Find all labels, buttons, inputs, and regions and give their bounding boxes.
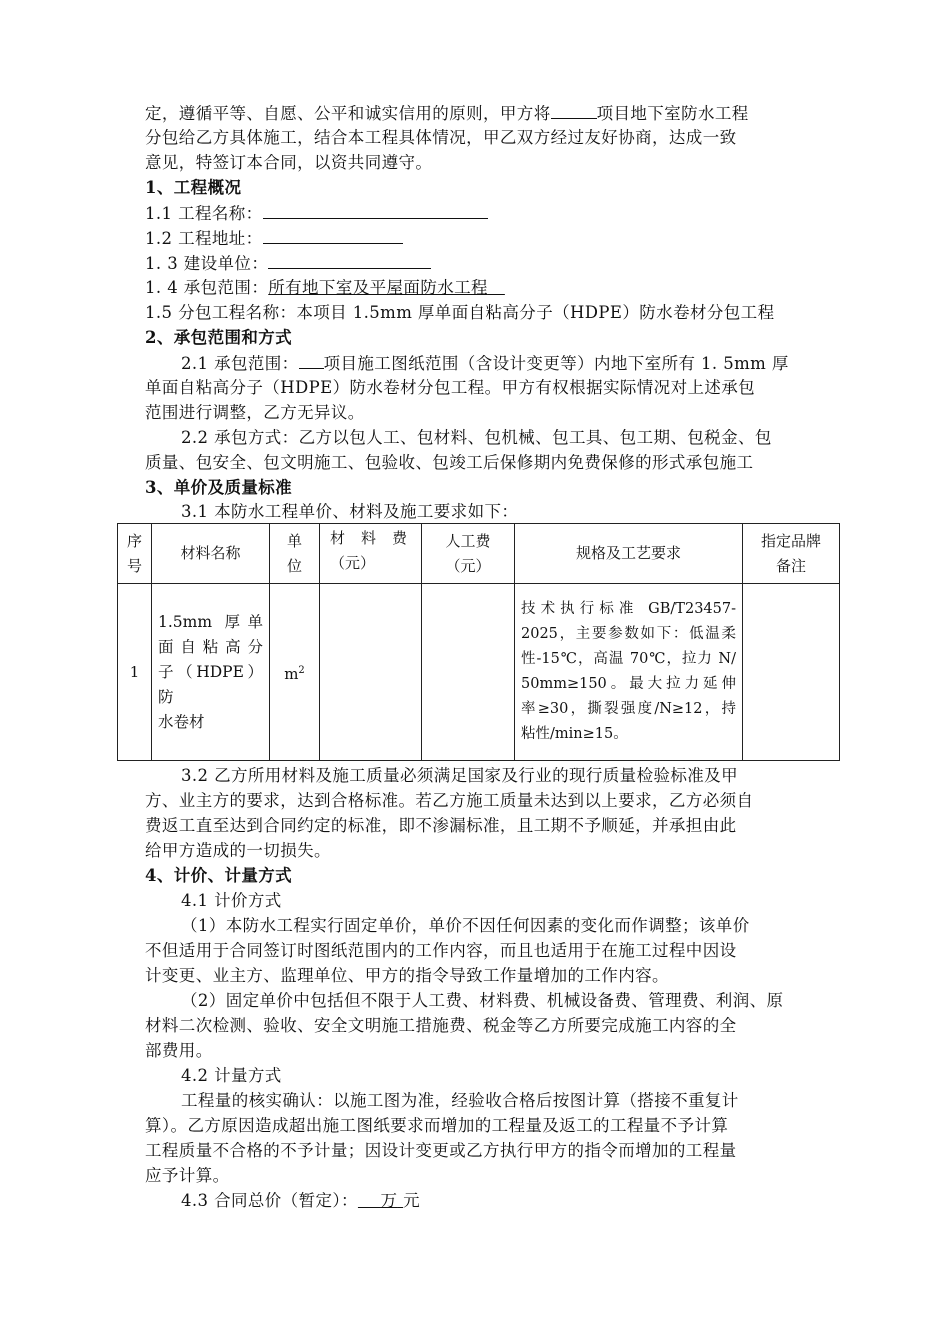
row-unit: $m^2$ <box>270 584 320 761</box>
scope-row <box>145 275 815 300</box>
scope-label: 1. 4 承包范围： <box>145 278 269 297</box>
measurement-para-line-2: 算）。乙方原因造成超出施工图纸要求而增加的工程量及返工的工程量不予计算 <box>145 1116 729 1135</box>
project-address-label: 1.2 工程地址： <box>145 229 263 248</box>
measurement-para-line-1: 工程量的核实确认：以施工图为准，经验收合格后按图计算（搭接不重复计 <box>181 1091 739 1110</box>
subcontract-project-line: 1.5 分包工程名称：本项目 1.5mm 厚单面自粘高分子（HDPE）防水卷材分包工程 <box>145 303 775 322</box>
header-no: 序 号 <box>118 524 152 584</box>
project-name-row <box>145 200 815 226</box>
scope-para-line-3: 范围进行调整，乙方无异议。 <box>145 403 365 422</box>
pricing-para-2-line-3: 部费用。 <box>145 1041 213 1060</box>
price-table-intro: 3.1 本防水工程单价、材料及施工要求如下： <box>181 502 519 521</box>
table-row <box>118 584 840 761</box>
contract-total-label: 4.3 合同总价（暂定）： <box>181 1191 358 1210</box>
scope-para-text: 项目施工图纸范围（含设计变更等）内地下室所有 1. 5mm 厚 <box>323 354 789 373</box>
pricing-para-2-line-1: （2）固定单价中包括但不限于人工费、材料费、机械设备费、管理费、利润、原 <box>181 991 784 1010</box>
quality-para-line-4: 给甲方造成的一切损失。 <box>145 841 331 860</box>
scope-para-label: 2.1 承包范围： <box>181 354 299 373</box>
section-1-heading: 1、工程概况 <box>145 178 242 197</box>
intro-line-2: 分包给乙方具体施工，结合本工程具体情况，甲乙双方经过友好协商，达成一致 <box>145 128 737 147</box>
owner-label: 1. 3 建设单位： <box>145 254 269 273</box>
intro-text: 定，遵循平等、自愿、公平和诚实信用的原则，甲方将 <box>145 104 551 123</box>
owner-row <box>145 250 815 276</box>
pricing-para-1-line-1: （1）本防水工程实行固定单价，单价不因任何因素的变化而作调整；该单价 <box>181 916 750 935</box>
table-header-row <box>118 524 840 584</box>
row-spec: 技术执行标准 GB/T23457- 2025，主要参数如下：低温柔 性-15℃，高温 70℃，拉力 N/ 50mm≥150。最大拉力延伸 率≥30，撕裂强度/N≥12，持 粘性/min≥15。 <box>515 584 743 761</box>
quality-para-line-2: 方、业主方的要求，达到合格标准。若乙方施工质量未达到以上要求，乙方必须自 <box>145 791 754 810</box>
header-material-fee: 材 料 费 （元） <box>320 524 422 584</box>
quality-para-line-3: 费返工直至达到合同约定的标准，即不渗漏标准，且工期不予顺延，并承担由此 <box>145 816 737 835</box>
header-material: 材料名称 <box>152 524 270 584</box>
row-brand <box>743 584 840 761</box>
scope-para-line-2: 单面自粘高分子（HDPE）防水卷材分包工程。甲方有权根据实际情况对上述承包 <box>145 378 756 397</box>
section-4-heading: 4、计价、计量方式 <box>145 866 293 885</box>
measurement-para-line-3: 工程质量不合格的不予计量；因设计变更或乙方执行甲方的指令而增加的工程量 <box>145 1141 737 1160</box>
project-name-label: 1.1 工程名称： <box>145 204 263 223</box>
intro-line-3: 意见，特签订本合同，以资共同遵守。 <box>145 153 433 172</box>
section-2-heading: 2、承包范围和方式 <box>145 328 293 347</box>
header-labor-fee: 人工费 （元） <box>422 524 515 584</box>
pricing-para-1-line-3: 计变更、业主方、监理单位、甲方的指令导致工作量增加的工作内容。 <box>145 966 669 985</box>
measurement-heading: 4.2 计量方式 <box>181 1066 282 1085</box>
owner-field <box>268 250 431 269</box>
row-material: 1.5mm 厚单 面自粘高分 子（HDPE）防 水卷材 <box>152 584 270 761</box>
method-para-line-2: 质量、包安全、包文明施工、包验收、包竣工后保修期内免费保修的形式承包施工 <box>145 453 754 472</box>
price-table <box>117 523 840 761</box>
contract-total-amount: 万 <box>380 1191 398 1210</box>
scope-blank <box>299 350 324 369</box>
measurement-para-line-4: 应予计算。 <box>145 1166 230 1185</box>
scope-para-line-1 <box>145 350 815 376</box>
header-spec: 规格及工艺要求 <box>515 524 743 584</box>
intro-text: 项目地下室防水工程 <box>596 104 749 123</box>
project-name-field <box>263 200 488 219</box>
pricing-method-heading: 4.1 计价方式 <box>181 891 282 910</box>
project-name-blank <box>551 100 597 119</box>
row-material-fee <box>320 584 422 761</box>
row-no: 1 <box>118 584 152 761</box>
row-labor-fee <box>422 584 515 761</box>
project-address-row <box>145 225 815 251</box>
contract-total-row <box>145 1188 815 1213</box>
intro-line-1 <box>145 100 815 126</box>
scope-value: 所有地下室及平屋面防水工程 <box>268 278 488 297</box>
project-address-field <box>263 225 403 244</box>
quality-para-line-1: 3.2 乙方所用材料及施工质量必须满足国家及行业的现行质量检验标准及甲 <box>181 766 738 785</box>
pricing-para-2-line-2: 材料二次检测、验收、安全文明施工措施费、税金等乙方所要完成施工内容的全 <box>145 1016 737 1035</box>
contract-total-suffix: 元 <box>403 1191 420 1210</box>
pricing-para-1-line-2: 不但适用于合同签订时图纸范围内的工作内容，而且也适用于在施工过程中因设 <box>145 941 737 960</box>
header-unit: 单 位 <box>270 524 320 584</box>
section-3-heading: 3、单价及质量标准 <box>145 478 293 497</box>
method-para-line-1: 2.2 承包方式：乙方以包人工、包材料、包机械、包工具、包工期、包税金、包 <box>181 428 772 447</box>
header-brand: 指定品牌 备注 <box>743 524 840 584</box>
